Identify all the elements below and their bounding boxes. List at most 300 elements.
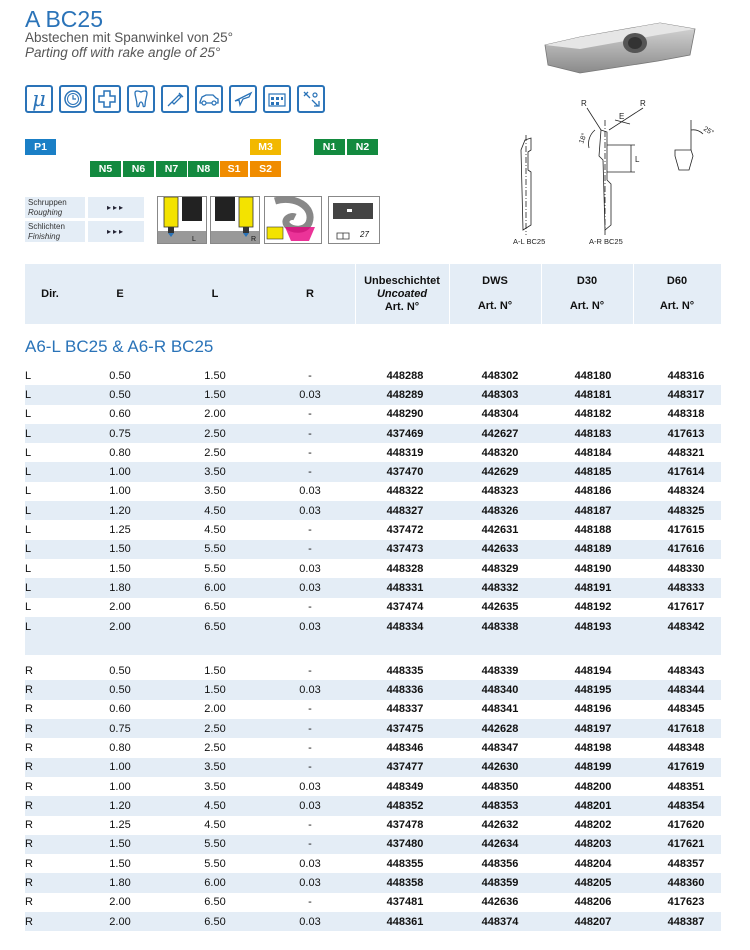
cell-dws: 448303: [481, 388, 519, 401]
cell-uncoated: 448337: [386, 703, 424, 716]
drawing-caption-right: A-R BC25: [589, 237, 623, 246]
roughing-row: [25, 197, 144, 218]
cell-d60: 448325: [667, 504, 705, 517]
cell-dir: R: [25, 799, 33, 812]
cell-l: 1.50: [204, 388, 226, 401]
cell-r: 0.03: [299, 799, 321, 812]
cell-r: 0.03: [299, 915, 321, 928]
cell-l: 1.50: [204, 369, 226, 382]
cell-uncoated: 437480: [386, 838, 424, 851]
cell-e: 1.20: [109, 799, 131, 812]
cell-d30: 448200: [574, 780, 612, 793]
cell-l: 2.50: [204, 741, 226, 754]
cell-d60: 417616: [667, 543, 705, 556]
cell-d30: 448204: [574, 857, 612, 870]
cell-d60: 417621: [667, 838, 705, 851]
cell-dws: 442636: [481, 896, 519, 909]
subtitle-english: Parting off with rake angle of 25°: [25, 45, 221, 60]
cell-dws: 448339: [481, 664, 519, 677]
cell-d30: 448207: [574, 915, 612, 928]
cell-d60: 448354: [667, 799, 705, 812]
table-row: [25, 366, 721, 385]
roughing-label-de: Schruppen: [28, 198, 67, 207]
cell-dws: 448356: [481, 857, 519, 870]
drawing-angle-18: 18°: [578, 132, 589, 145]
cell-uncoated: 437474: [386, 601, 424, 614]
cell-l: 6.00: [204, 581, 226, 594]
cell-dws: 448320: [481, 446, 519, 459]
cell-r: 0.03: [299, 620, 321, 633]
cell-e: 1.00: [109, 761, 131, 774]
cell-dir: L: [25, 427, 32, 440]
cell-dir: R: [25, 819, 33, 832]
cell-r: -: [308, 466, 312, 479]
cell-l: 5.50: [204, 562, 226, 575]
cell-e: 1.00: [109, 780, 131, 793]
cell-dir: R: [25, 857, 33, 870]
cell-e: 1.00: [109, 485, 131, 498]
table-row: [25, 680, 721, 699]
cell-l: 3.50: [204, 466, 226, 479]
cell-dws: 448347: [481, 741, 519, 754]
material-s1-badge: S1: [220, 161, 248, 177]
cell-uncoated: 448336: [386, 684, 424, 697]
cell-uncoated: 437475: [386, 722, 424, 735]
cell-d30: 448185: [574, 466, 612, 479]
header-uncoated: [355, 264, 449, 324]
header-d60: [633, 264, 721, 324]
cell-e: 0.75: [109, 722, 131, 735]
cell-uncoated: 448328: [386, 562, 424, 575]
operation-image-left: [157, 196, 207, 244]
cell-d30: 448180: [574, 369, 612, 382]
cell-uncoated: 437478: [386, 819, 424, 832]
table-row: [25, 738, 721, 757]
cell-r: 0.03: [299, 877, 321, 890]
cell-d60: 448343: [667, 664, 705, 677]
cell-e: 1.20: [109, 504, 131, 517]
cell-d60: 417619: [667, 761, 705, 774]
table-row: [25, 719, 721, 738]
table-row: [25, 835, 721, 854]
drawing-caption-left: A-L BC25: [513, 237, 546, 246]
cell-dir: R: [25, 703, 33, 716]
cell-d30: 448190: [574, 562, 612, 575]
cell-dir: L: [25, 446, 32, 459]
material-n6-badge: N6: [123, 161, 154, 177]
table-header: [25, 264, 721, 324]
cell-dws: 442631: [481, 524, 519, 537]
cell-l: 3.50: [204, 780, 226, 793]
cell-uncoated: 448288: [386, 369, 424, 382]
cell-d30: 448205: [574, 877, 612, 890]
catalog-page-reference: [328, 196, 380, 244]
cell-d60: 448344: [667, 684, 705, 697]
cell-d60: 448333: [667, 581, 705, 594]
cell-dir: L: [25, 524, 32, 537]
cell-l: 6.50: [204, 601, 226, 614]
cell-e: 0.50: [109, 369, 131, 382]
cell-r: -: [308, 703, 312, 716]
cell-e: 0.50: [109, 664, 131, 677]
cell-dws: 442634: [481, 838, 519, 851]
cell-uncoated: 448355: [386, 857, 424, 870]
cell-r: 0.03: [299, 780, 321, 793]
cell-l: 6.50: [204, 896, 226, 909]
cell-e: 0.80: [109, 446, 131, 459]
cell-l: 5.50: [204, 838, 226, 851]
airplane-icon: [229, 85, 257, 113]
mu-icon: μ: [25, 85, 53, 113]
cell-d30: 448186: [574, 485, 612, 498]
cell-d30: 448187: [574, 504, 612, 517]
cell-e: 0.60: [109, 703, 131, 716]
cell-dws: 448304: [481, 408, 519, 421]
application-icons: [25, 85, 325, 113]
cell-dir: L: [25, 369, 32, 382]
cell-d60: 448342: [667, 620, 705, 633]
cell-r: 0.03: [299, 504, 321, 517]
operation-label-r: R: [251, 236, 257, 243]
cell-l: 1.50: [204, 664, 226, 677]
cell-e: 1.50: [109, 857, 131, 870]
finishing-label: [25, 221, 85, 242]
material-p1-badge: P1: [25, 139, 56, 155]
cell-d30: 448202: [574, 819, 612, 832]
cell-r: -: [308, 543, 312, 556]
drawing-label-l: L: [635, 155, 640, 164]
cell-d30: 448201: [574, 799, 612, 812]
roughing-rating: ▸▸▸: [88, 197, 144, 218]
cell-uncoated: 448331: [386, 581, 424, 594]
cell-r: 0.03: [299, 857, 321, 870]
cell-d30: 448198: [574, 741, 612, 754]
cell-uncoated: 437473: [386, 543, 424, 556]
insert-product-image: [540, 15, 700, 85]
cell-e: 2.00: [109, 601, 131, 614]
cell-e: 0.75: [109, 427, 131, 440]
cell-d60: 417617: [667, 601, 705, 614]
header-r: R: [306, 287, 314, 300]
finishing-label-de: Schlichten: [28, 222, 65, 231]
section-title: A6-L BC25 & A6-R BC25: [25, 337, 214, 356]
table-row: [25, 520, 721, 539]
material-n1-badge: N1: [314, 139, 345, 155]
cell-d60: 448351: [667, 780, 705, 793]
cell-e: 2.00: [109, 896, 131, 909]
cell-r: -: [308, 838, 312, 851]
cell-dws: 448323: [481, 485, 519, 498]
cell-uncoated: 448322: [386, 485, 424, 498]
cell-e: 2.00: [109, 915, 131, 928]
table-row: [25, 482, 721, 501]
cell-d30: 448189: [574, 543, 612, 556]
material-s2-badge: S2: [250, 161, 281, 177]
header-art-no: Art. N°: [477, 300, 513, 312]
cell-d60: 448348: [667, 741, 705, 754]
cell-d60: 448317: [667, 388, 705, 401]
cell-d30: 448192: [574, 601, 612, 614]
table-row: [25, 598, 721, 617]
table-row: [25, 854, 721, 873]
cell-dws: 448329: [481, 562, 519, 575]
cell-d30: 448183: [574, 427, 612, 440]
drawing-angle-25: 25°: [702, 125, 715, 138]
cell-r: 0.03: [299, 485, 321, 498]
header-dws-label: DWS: [482, 275, 508, 287]
cell-l: 2.00: [204, 408, 226, 421]
cell-l: 6.50: [204, 915, 226, 928]
cell-d30: 448184: [574, 446, 612, 459]
material-m3-badge: M3: [250, 139, 281, 155]
cell-l: 4.50: [204, 504, 226, 517]
cell-e: 1.80: [109, 581, 131, 594]
cell-d30: 448196: [574, 703, 612, 716]
cell-r: -: [308, 896, 312, 909]
cell-dws: 448353: [481, 799, 519, 812]
cell-uncoated: 448346: [386, 741, 424, 754]
cell-dws: 448359: [481, 877, 519, 890]
cell-l: 2.50: [204, 427, 226, 440]
cell-dir: L: [25, 562, 32, 575]
cell-l: 4.50: [204, 819, 226, 832]
cell-r: -: [308, 369, 312, 382]
cell-d60: 448318: [667, 408, 705, 421]
cell-l: 4.50: [204, 799, 226, 812]
material-n2-badge: N2: [347, 139, 378, 155]
cell-e: 1.00: [109, 466, 131, 479]
cell-l: 5.50: [204, 543, 226, 556]
cell-dir: L: [25, 543, 32, 556]
cell-uncoated: 437470: [386, 466, 424, 479]
table-row: [25, 443, 721, 462]
table-row: [25, 385, 721, 404]
cell-d30: 448206: [574, 896, 612, 909]
cell-dir: R: [25, 741, 33, 754]
header-uncoated-de: Unbeschichtet: [364, 274, 440, 287]
cell-dws: 448338: [481, 620, 519, 633]
cell-d60: 417618: [667, 722, 705, 735]
cell-dir: L: [25, 485, 32, 498]
cell-r: -: [308, 819, 312, 832]
header-dir: Dir.: [41, 287, 59, 300]
cell-e: 0.60: [109, 408, 131, 421]
cell-uncoated: 448327: [386, 504, 424, 517]
cell-dir: R: [25, 915, 33, 928]
cell-dir: L: [25, 466, 32, 479]
cell-dir: R: [25, 664, 33, 677]
material-n7-badge: N7: [156, 161, 187, 177]
cell-e: 1.25: [109, 819, 131, 832]
cell-l: 3.50: [204, 761, 226, 774]
cell-l: 3.50: [204, 485, 226, 498]
cell-dws: 442629: [481, 466, 519, 479]
table-spacer-row: [25, 636, 721, 655]
table-row: [25, 758, 721, 777]
page-ref-number: 27: [360, 230, 369, 239]
cell-uncoated: 448361: [386, 915, 424, 928]
cell-dws: 442633: [481, 543, 519, 556]
cell-e: 1.50: [109, 838, 131, 851]
cell-d30: 448181: [574, 388, 612, 401]
cell-dws: 448302: [481, 369, 519, 382]
header-uncoated-en: Uncoated: [376, 287, 428, 300]
table-row: [25, 462, 721, 481]
cell-l: 5.50: [204, 857, 226, 870]
technical-drawing: [495, 90, 740, 250]
cell-dws: 442628: [481, 722, 519, 735]
hydraulic-icon: [297, 85, 325, 113]
cell-r: -: [308, 664, 312, 677]
material-n8-badge: N8: [188, 161, 219, 177]
cell-uncoated: 448289: [386, 388, 424, 401]
table-row: [25, 816, 721, 835]
header-d30-label: D30: [576, 275, 598, 287]
cell-dir: R: [25, 722, 33, 735]
cell-d30: 448197: [574, 722, 612, 735]
cell-r: -: [308, 722, 312, 735]
header-e: E: [116, 287, 124, 300]
table-row: [25, 796, 721, 815]
cell-d60: 417623: [667, 896, 705, 909]
cell-l: 1.50: [204, 684, 226, 697]
drawing-label-r1: R: [581, 99, 587, 108]
cell-uncoated: 448334: [386, 620, 424, 633]
cell-dir: L: [25, 388, 32, 401]
cell-dir: L: [25, 601, 32, 614]
car-icon: [195, 85, 223, 113]
clock-icon: [59, 85, 87, 113]
roughing-label-en: Roughing: [28, 207, 63, 217]
table-row: [25, 501, 721, 520]
cell-uncoated: 448290: [386, 408, 424, 421]
cell-dws: 448326: [481, 504, 519, 517]
cell-dir: R: [25, 780, 33, 793]
cell-r: -: [308, 427, 312, 440]
cell-d60: 417615: [667, 524, 705, 537]
operations-table: [25, 197, 144, 245]
cell-uncoated: 448335: [386, 664, 424, 677]
cell-r: 0.03: [299, 562, 321, 575]
cell-dir: R: [25, 877, 33, 890]
cell-dws: 442635: [481, 601, 519, 614]
cell-dir: R: [25, 684, 33, 697]
cell-d60: 417620: [667, 819, 705, 832]
page-title: A BC25: [25, 6, 103, 32]
cell-d60: 448387: [667, 915, 705, 928]
cell-e: 1.50: [109, 562, 131, 575]
finishing-rating: ▸▸▸: [88, 221, 144, 242]
table-row: [25, 578, 721, 597]
cell-r: 0.03: [299, 581, 321, 594]
cell-d30: 448199: [574, 761, 612, 774]
cell-d30: 448188: [574, 524, 612, 537]
cell-e: 1.80: [109, 877, 131, 890]
cell-d30: 448194: [574, 664, 612, 677]
cell-e: 0.50: [109, 684, 131, 697]
medical-cross-icon: [93, 85, 121, 113]
cell-uncoated: 448358: [386, 877, 424, 890]
table-row: [25, 559, 721, 578]
drawing-label-e: E: [619, 112, 625, 121]
finishing-label-en: Finishing: [28, 231, 61, 241]
cell-uncoated: 448349: [386, 780, 424, 793]
cell-uncoated: 448319: [386, 446, 424, 459]
cell-dir: L: [25, 408, 32, 421]
cell-dir: R: [25, 896, 33, 909]
cell-uncoated: 437469: [386, 427, 424, 440]
cell-dws: 448350: [481, 780, 519, 793]
cell-dir: L: [25, 581, 32, 594]
table-row: [25, 617, 721, 636]
cell-d60: 448357: [667, 857, 705, 870]
cell-d30: 448191: [574, 581, 612, 594]
cell-r: 0.03: [299, 388, 321, 401]
header-art-no: Art. N°: [659, 300, 695, 312]
cell-d60: 417613: [667, 427, 705, 440]
header-d30: [541, 264, 633, 324]
cell-d30: 448193: [574, 620, 612, 633]
factory-icon: [263, 85, 291, 113]
table-row: [25, 777, 721, 796]
cell-d30: 448182: [574, 408, 612, 421]
cell-dws: 442627: [481, 427, 519, 440]
cell-dws: 442630: [481, 761, 519, 774]
table-row: [25, 912, 721, 931]
cell-r: -: [308, 446, 312, 459]
operation-label-l: L: [192, 236, 196, 243]
table-row: [25, 405, 721, 424]
cell-dir: L: [25, 620, 32, 633]
table-row: [25, 424, 721, 443]
cell-r: -: [308, 524, 312, 537]
cell-d60: 448316: [667, 369, 705, 382]
cell-d30: 448195: [574, 684, 612, 697]
drawing-label-r2: R: [640, 99, 646, 108]
grooving-tool-image: [264, 196, 322, 244]
finishing-row: [25, 221, 144, 242]
cell-dws: 442632: [481, 819, 519, 832]
cell-d60: 448324: [667, 485, 705, 498]
cell-l: 6.00: [204, 877, 226, 890]
cell-e: 0.80: [109, 741, 131, 754]
cell-e: 2.00: [109, 620, 131, 633]
cell-d30: 448203: [574, 838, 612, 851]
cell-uncoated: 437481: [386, 896, 424, 909]
header-l: L: [211, 287, 219, 300]
cell-r: -: [308, 408, 312, 421]
cell-dws: 448374: [481, 915, 519, 928]
cell-d60: 448345: [667, 703, 705, 716]
cell-dir: L: [25, 504, 32, 517]
cell-r: -: [308, 601, 312, 614]
cell-l: 2.00: [204, 703, 226, 716]
header-art-no: Art. N°: [384, 300, 420, 313]
cell-uncoated: 437472: [386, 524, 424, 537]
cell-uncoated: 448352: [386, 799, 424, 812]
header-art-no: Art. N°: [569, 300, 605, 312]
cell-e: 1.50: [109, 543, 131, 556]
material-n5-badge: N5: [90, 161, 121, 177]
cell-r: 0.03: [299, 684, 321, 697]
cell-r: -: [308, 761, 312, 774]
table-row: [25, 873, 721, 892]
operation-image-right: [210, 196, 260, 244]
syringe-icon: [161, 85, 189, 113]
cell-dir: R: [25, 838, 33, 851]
data-table-body: [25, 366, 721, 931]
cell-dir: R: [25, 761, 33, 774]
